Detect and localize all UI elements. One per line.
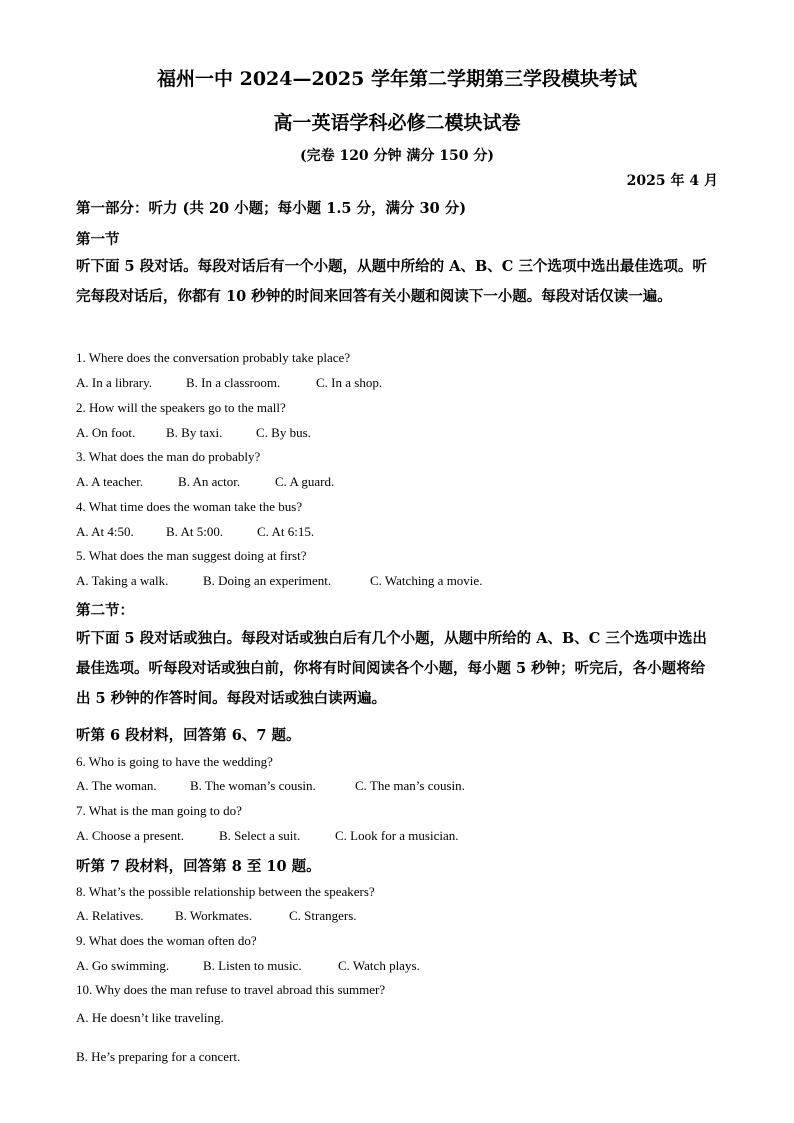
option-b: B. Workmates. <box>175 908 253 923</box>
option-c: C. In a shop. <box>316 375 383 390</box>
option-10-a: A. He doesn’t like traveling. <box>76 1010 224 1025</box>
question-5: 5. What does the man suggest doing at first? <box>76 548 307 563</box>
option-c: C. At 6:15. <box>257 524 315 539</box>
section2-label: 第二节： <box>76 602 134 619</box>
option-c: C. The man’s cousin. <box>355 778 465 793</box>
option-a: A. Choose a present. <box>76 828 184 843</box>
option-a: A. In a library. <box>76 375 153 390</box>
option-a: A. Relatives. <box>76 908 144 923</box>
exam-subject-title: 高一英语学科必修二模块试卷 <box>273 112 521 134</box>
option-10-b: B. He’s preparing for a concert. <box>76 1049 241 1064</box>
question-6: 6. Who is going to have the wedding? <box>76 754 273 769</box>
option-b: B. In a classroom. <box>186 375 281 390</box>
question-10: 10. Why does the man refuse to travel abroad this summer? <box>76 982 386 997</box>
question-7: 7. What is the man going to do? <box>76 803 242 818</box>
option-b: B. Doing an experiment. <box>203 573 332 588</box>
option-b: B. An actor. <box>178 474 241 489</box>
option-c: C. Watching a movie. <box>370 573 483 588</box>
material-7-label: 听第 7 段材料，回答第 8 至 10 题。 <box>76 858 321 875</box>
options-1 <box>76 375 382 391</box>
option-a: A. The woman. <box>76 778 157 793</box>
option-c: C. Strangers. <box>289 908 357 923</box>
exam-duration-score: (完卷 120 分钟 满分 150 分) <box>299 148 495 164</box>
section1-instruction: 听下面 5 段对话。每段对话后有一个小题，从题中所给的 A、B、C 三个选项中选出最佳选项。听完每段对话后，你都有 10 秒钟的时间来回答有关小题和阅读下一小题。每段对话仅读一遍。 <box>76 258 707 305</box>
options-3 <box>76 474 334 490</box>
option-c: C. By bus. <box>256 425 311 440</box>
option-a: A. On foot. <box>76 425 136 440</box>
options-9 <box>76 958 420 974</box>
exam-title: 福州一中 2024—2025 学年第二学期第三学段模块考试 <box>157 68 637 90</box>
options-6 <box>76 778 465 794</box>
options-4 <box>76 524 314 540</box>
option-b: B. The woman’s cousin. <box>190 778 316 793</box>
option-a: A. Taking a walk. <box>76 573 169 588</box>
option-c: C. A guard. <box>275 474 335 489</box>
exam-date: 2025 年 4 月 <box>626 173 718 189</box>
question-9: 9. What does the woman often do? <box>76 933 257 948</box>
option-a: A. Go swimming. <box>76 958 170 973</box>
question-1: 1. Where does the conversation probably take place? <box>76 350 351 365</box>
section1-label: 第一节 <box>76 231 120 248</box>
option-a: A. At 4:50. <box>76 524 134 539</box>
option-b: B. Select a suit. <box>219 828 301 843</box>
question-4: 4. What time does the woman take the bus? <box>76 499 303 514</box>
option-b: B. At 5:00. <box>166 524 224 539</box>
question-3: 3. What does the man do probably? <box>76 449 261 464</box>
section2-instruction: 听下面 5 段对话或独白。每段对话或独白后有几个小题，从题中所给的 A、B、C 三个选项中选出最佳选项。听每段对话或独白前，你将有时间阅读各个小题，每小题 5 秒钟；听完后，各小题将给出 5 秒钟的作答时间。每段对话或独白读两遍。 <box>76 630 707 707</box>
option-c: C. Watch plays. <box>338 958 420 973</box>
option-b: B. Listen to music. <box>203 958 302 973</box>
options-7 <box>76 828 458 844</box>
part1-heading: 第一部分：听力 (共 20 小题；每小题 1.5 分，满分 30 分) <box>76 200 467 217</box>
options-2 <box>76 425 311 441</box>
option-a: A. A teacher. <box>76 474 144 489</box>
option-b: B. By taxi. <box>166 425 223 440</box>
options-8 <box>76 908 357 924</box>
question-8: 8. What’s the possible relationship between the speakers? <box>76 884 375 899</box>
options-5 <box>76 573 482 589</box>
question-2: 2. How will the speakers go to the mall? <box>76 400 286 415</box>
option-c: C. Look for a musician. <box>335 828 459 843</box>
material-6-label: 听第 6 段材料，回答第 6、7 题。 <box>76 727 301 744</box>
